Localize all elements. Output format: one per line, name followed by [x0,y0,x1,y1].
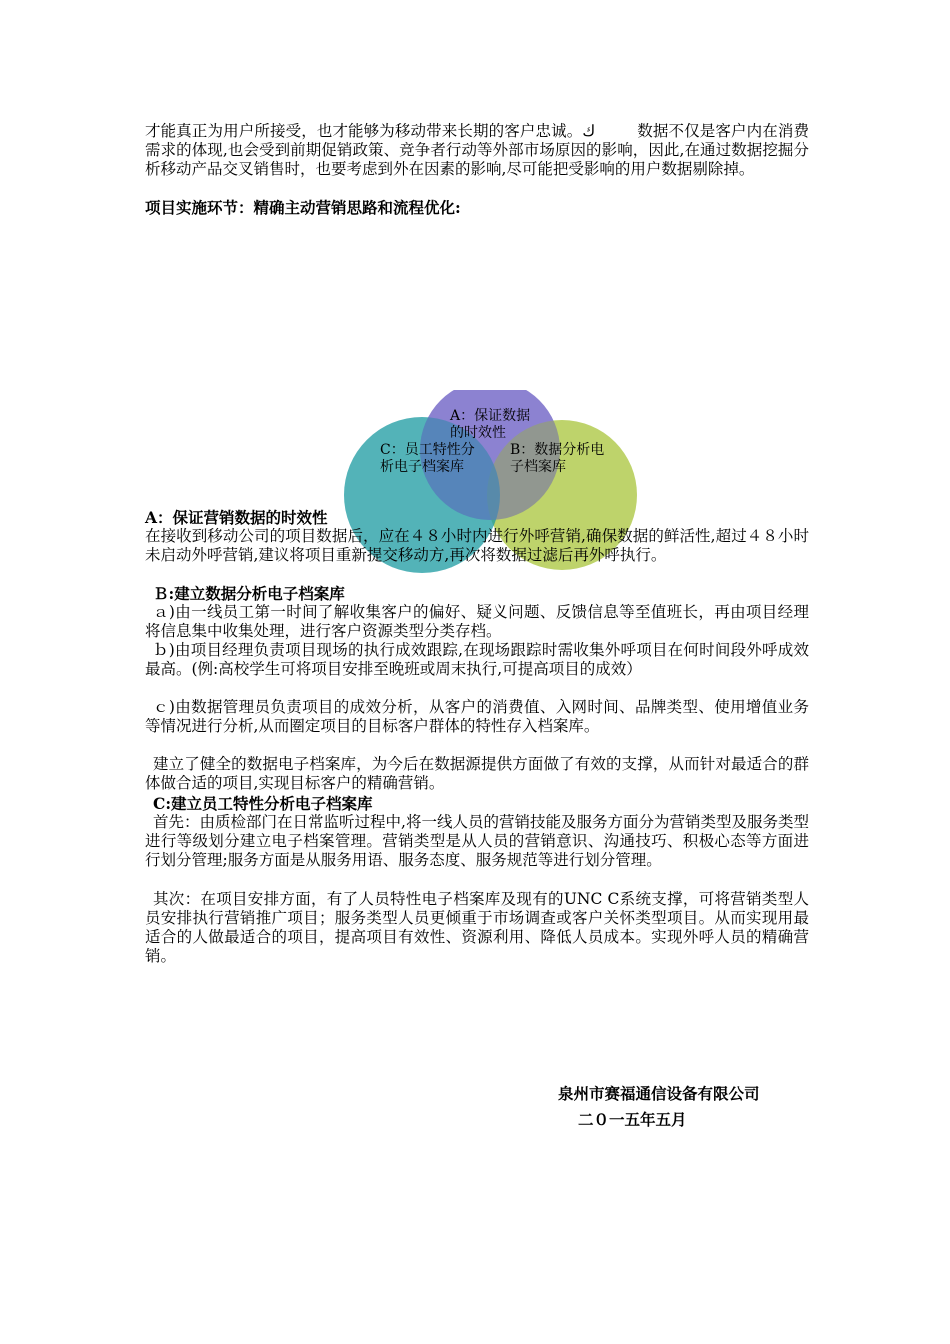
section-b-item-c: ｃ)由数据管理员负责项目的成效分析，从客户的消费值、入网时间、品牌类型、使用增值业务等情况进行分析,从而圈定项目的目标客户群体的特性存入档案库。 [145,698,809,735]
intro-rest: 是客户内在消费需求的体现,也会受到前期促销政策、竞争者行动等外部市场原因的影响，因此,在通过数据挖掘分析移动产品交叉销售时，也要考虑到外在因素的影响,尽可能把受影响的用户数据剔除掉。 [145,122,809,178]
venn-label-c: C：员工特性分析电子档案库 [380,442,475,475]
intro-line1-end: 数据不仅 [637,122,700,140]
section-a-body: 在接收到移动公司的项目数据后，应在４８小时内进行外呼营销,确保数据的鲜活性,超过４８小时未启动外呼营销,建议将项目重新提交移动方,再次将数据过滤后再外呼执行。 [145,527,809,564]
section-a-title: A：保证营销数据的时效性 [145,508,328,527]
section-b-item-b: ｂ)由项目经理负责项目现场的执行成效跟踪,在现场跟踪时需收集外呼项目在何时间段外呼成效最高。(例:高校学生可将项目安排至晚班或周末执行,可提高项目的成效） [145,641,809,678]
section-b-item-a: ａ)由一线员工第一时间了解收集客户的偏好、疑义问题、反馈信息等至值班长，再由项目经理将信息集中收集处理，进行客户资源类型分类存档。 [145,603,809,640]
section-c-second: 其次：在项目安排方面，有了人员特性电子档案库及现有的UNC C系统支撑，可将营销类型人员安排执行营销推广项目；服务类型人员更倾重于市场调查或客户关怀类型项目。从而实现用最适合的人做最适合的项目，提高项目有效性、资源利用、降低人员成本。实现外呼人员的精确营销。 [145,890,809,965]
venn-label-a: A：保证数据的时效性 [450,408,531,441]
section-c-first: 首先：由质检部门在日常监听过程中,将一线人员的营销技能及服务方面分为营销类型及服务类型进行等级划分建立电子档案管理。营销类型是从人员的营销意识、沟通技巧、积极心态等方面进行划分管理;服务方面是从服务用语、服务态度、服务规范等进行划分管理。 [145,813,809,869]
intro-paragraph [145,122,809,179]
company-name: 泉州市赛福通信设备有限公司 [558,1084,760,1103]
intro-line1: 才能真正为用户所接受，也才能够为移动带来长期的客户忠诚。ك [145,122,596,140]
venn-label-b: B：数据分析电子档案库 [510,442,605,475]
document-date: 二０一五年五月 [578,1110,687,1129]
section-b-summary: 建立了健全的数据电子档案库，为今后在数据源提供方面做了有效的支撑，从而针对最适合的群体做合适的项目,实现目标客户的精确营销。 [145,755,809,792]
implementation-heading: 项目实施环节：精确主动营销思路和流程优化: [145,198,461,217]
section-b-title: Ｂ:建立数据分析电子档案库 [153,584,345,603]
section-c-title: C:建立员工特性分析电子档案库 [153,794,373,813]
